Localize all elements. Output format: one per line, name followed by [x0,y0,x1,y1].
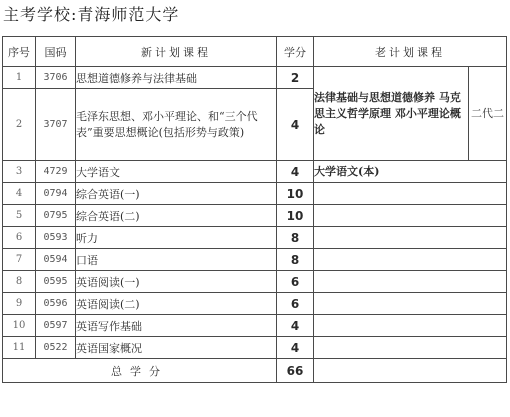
old-course-side-note: 二代二 [469,67,507,161]
row-code: 0597 [36,315,76,337]
row-code: 4729 [36,161,76,183]
old-course-empty [314,249,507,271]
table-row [3,67,507,89]
row-code: 0594 [36,249,76,271]
row-code: 0795 [36,205,76,227]
table-row [3,183,507,205]
row-code: 0522 [36,337,76,359]
row-credit: 4 [277,89,314,161]
row-course-name: 英语写作基础 [76,315,277,337]
row-seq: 10 [3,315,36,337]
row-code: 3706 [36,67,76,89]
table-row [3,205,507,227]
row-course-name: 口语 [76,249,277,271]
row-code: 0794 [36,183,76,205]
row-course-name: 英语阅读(二) [76,293,277,315]
row-seq: 5 [3,205,36,227]
old-course-empty [314,227,507,249]
old-course-empty [314,293,507,315]
header-row [3,37,507,67]
row-seq: 11 [3,337,36,359]
row-course-name: 综合英语(一) [76,183,277,205]
row-course-name: 大学语文 [76,161,277,183]
table-row [3,249,507,271]
row-seq: 7 [3,249,36,271]
old-course-empty [314,183,507,205]
header-old-plan: 老计划课程 [314,37,507,67]
row-seq: 6 [3,227,36,249]
row-course-name: 毛泽东思想、邓小平理论、和“三个代表”重要思想概论(包括形势与政策) [76,89,277,161]
row-seq: 2 [3,89,36,161]
row-code: 0595 [36,271,76,293]
row-seq: 3 [3,161,36,183]
header-credit: 学分 [277,37,314,67]
row-seq: 4 [3,183,36,205]
school-title: 主考学校:青海师范大学 [3,5,180,24]
row-code: 0596 [36,293,76,315]
table-row [3,293,507,315]
row-credit: 4 [277,161,314,183]
row-course-name: 综合英语(二) [76,205,277,227]
row-course-name: 听力 [76,227,277,249]
table-row [3,161,507,183]
row-course-name: 英语阅读(一) [76,271,277,293]
course-plan-table [2,36,507,383]
row-code: 3707 [36,89,76,161]
row-credit: 4 [277,315,314,337]
header-new-plan: 新计划课程 [76,37,277,67]
row-credit: 2 [277,67,314,89]
row-course-name: 英语国家概况 [76,337,277,359]
old-course-empty [314,315,507,337]
row-credit: 6 [277,271,314,293]
table-row [3,337,507,359]
total-row [3,359,507,383]
header-code: 国码 [36,37,76,67]
old-course-empty [314,205,507,227]
old-course-group: 法律基础与思想道德修养 马克思主义哲学原理 邓小平理论概论 [314,67,469,161]
row-credit: 8 [277,227,314,249]
table-row [3,315,507,337]
row-credit: 8 [277,249,314,271]
row-code: 0593 [36,227,76,249]
row-course-name: 思想道德修养与法律基础 [76,67,277,89]
old-course-empty [314,359,507,383]
row-credit: 10 [277,205,314,227]
row-seq: 9 [3,293,36,315]
row-credit: 10 [277,183,314,205]
old-course-row3: 大学语文(本) [314,161,507,183]
table-row [3,227,507,249]
table-row [3,271,507,293]
row-credit: 6 [277,293,314,315]
row-seq: 8 [3,271,36,293]
row-credit: 4 [277,337,314,359]
total-label: 总学分 [3,359,277,383]
old-course-empty [314,271,507,293]
total-credit: 66 [277,359,314,383]
row-seq: 1 [3,67,36,89]
header-seq: 序号 [3,37,36,67]
old-course-empty [314,337,507,359]
